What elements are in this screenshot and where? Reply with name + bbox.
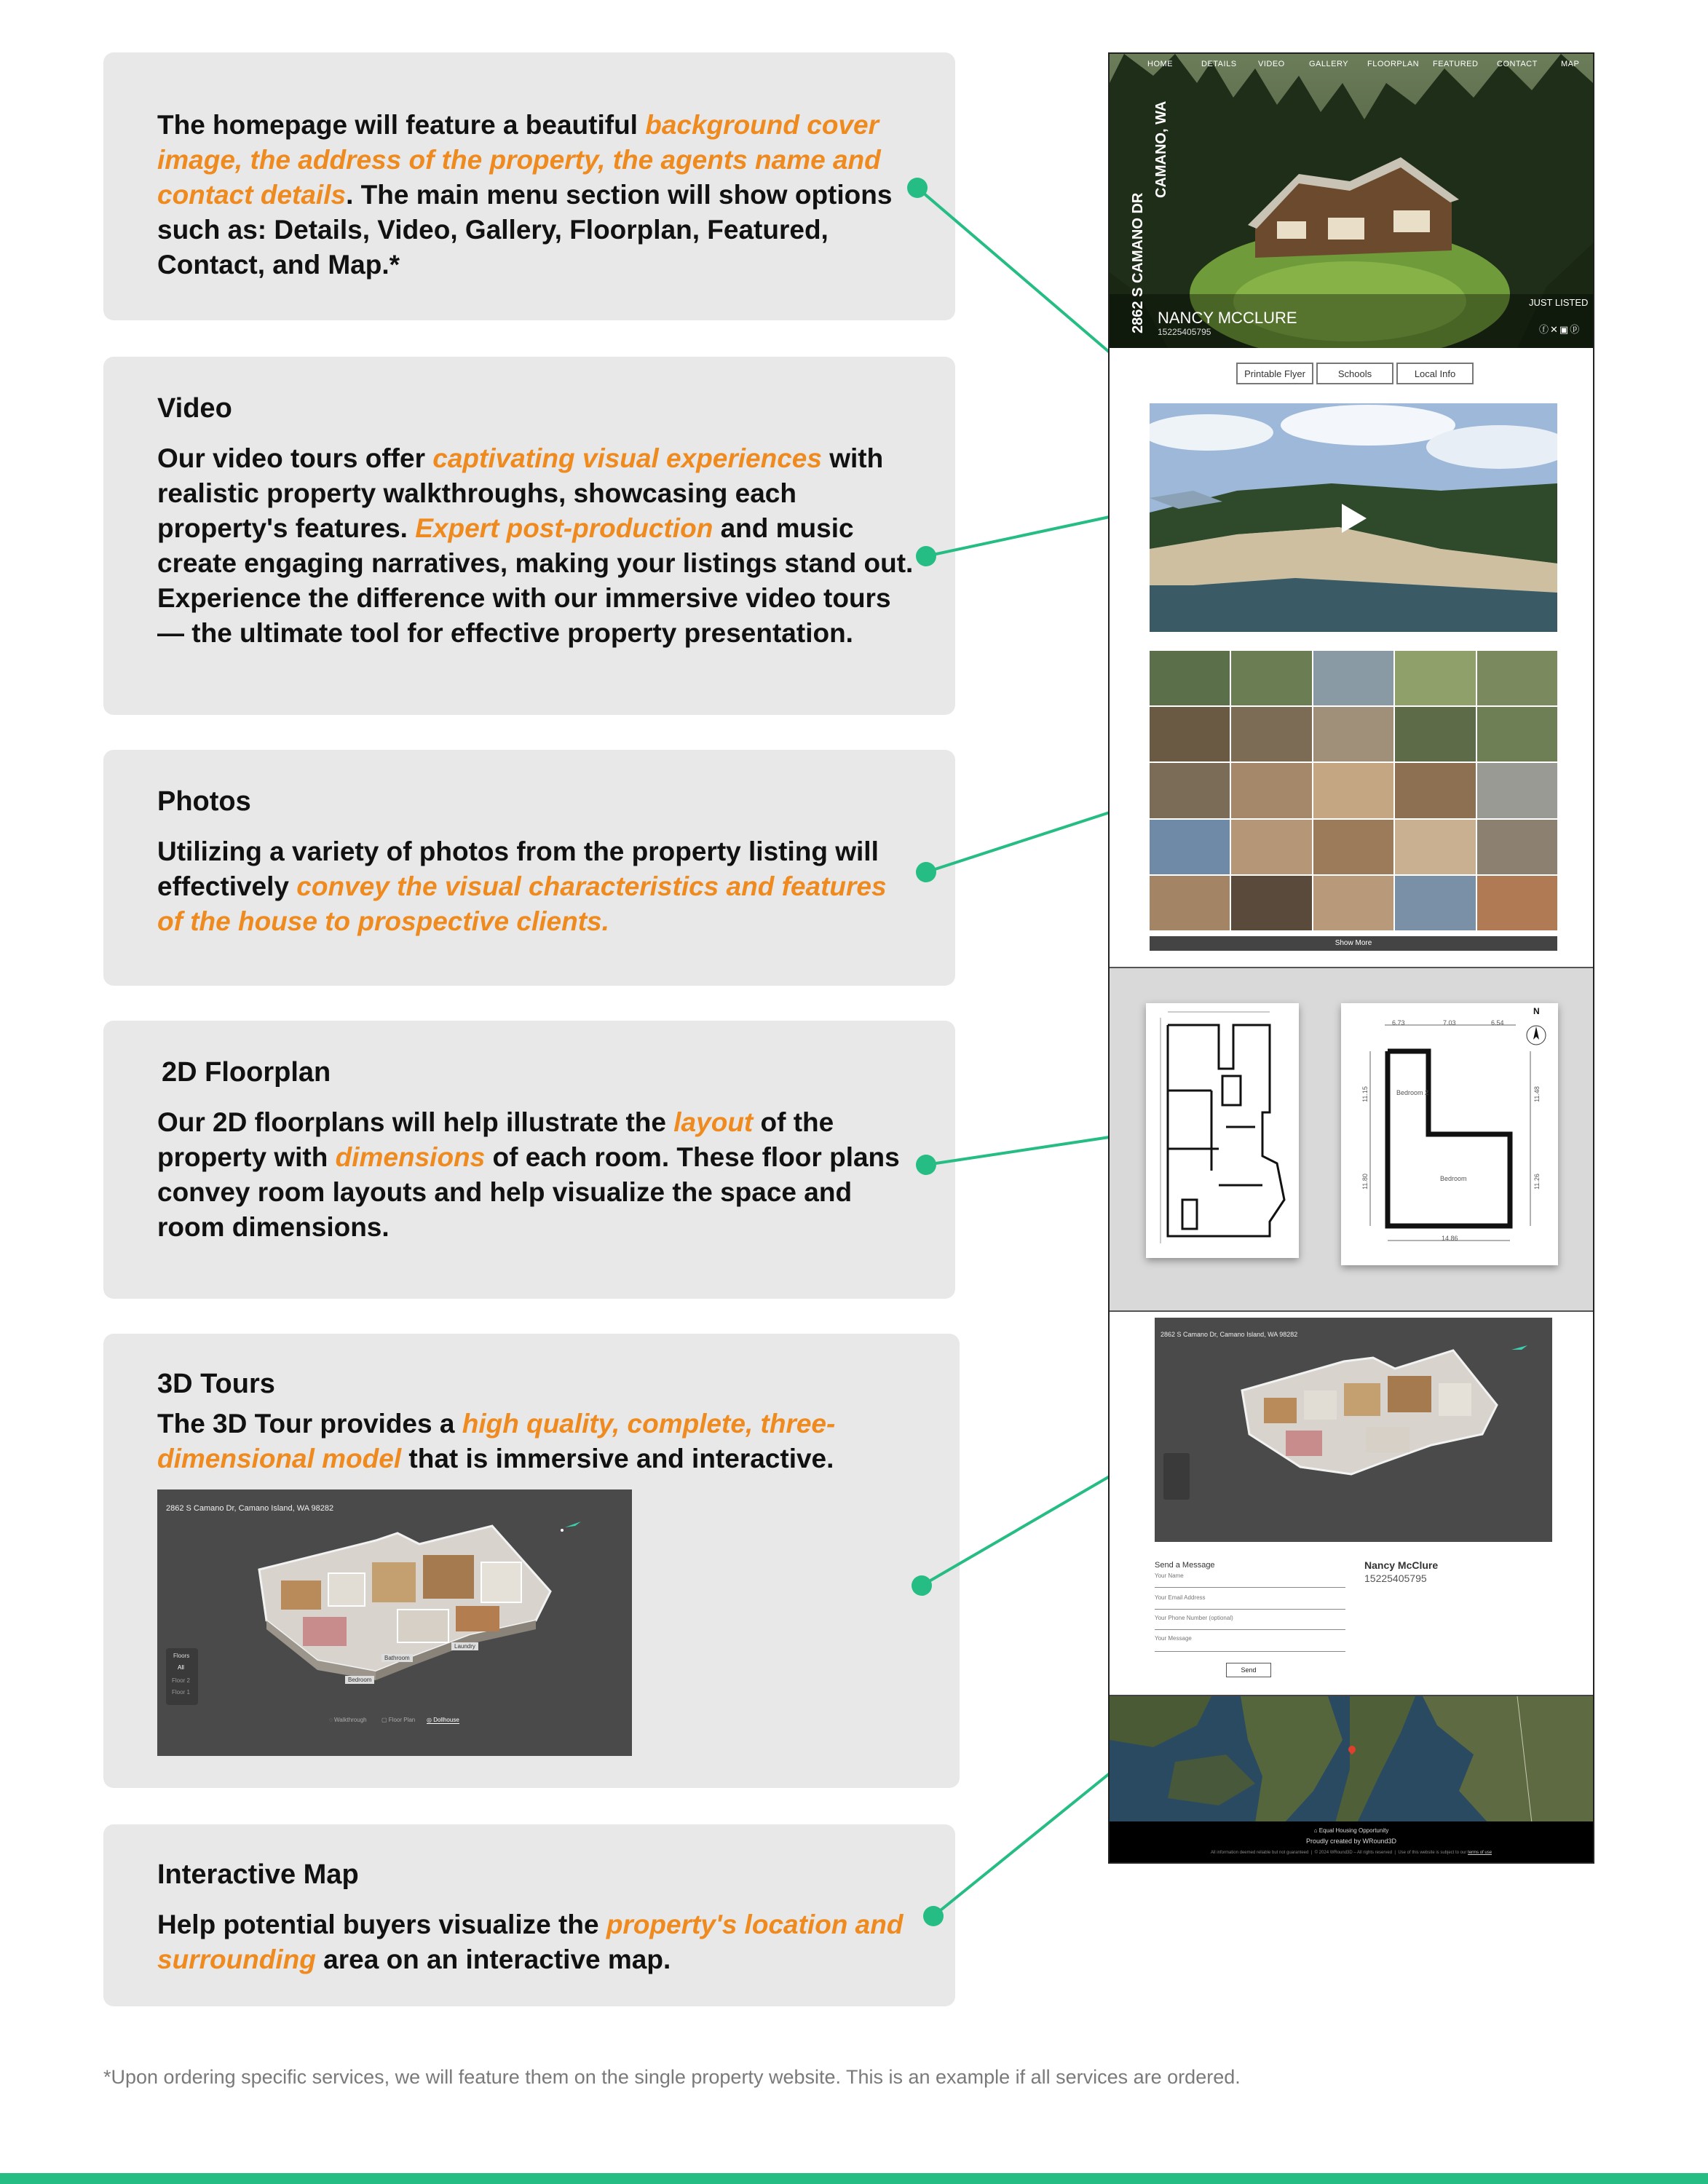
contact-agent-phone[interactable]: 15225405795 [1364, 1572, 1427, 1584]
card-map [103, 1824, 955, 2006]
agent-name: NANCY MCCLURE [1158, 309, 1297, 327]
terms-link[interactable]: terms of use [1468, 1851, 1492, 1855]
card-floorplan [103, 1021, 955, 1299]
printable-flyer-button[interactable]: Printable Flyer [1236, 363, 1313, 384]
contact-form-title: Send a Message [1155, 1561, 1215, 1570]
fp-dim-1: 6.73 [1392, 1019, 1405, 1026]
gallery-photo[interactable] [1231, 876, 1311, 930]
site-footer [1110, 1821, 1593, 1864]
floorplan-sheet-1[interactable] [1146, 1003, 1299, 1258]
gallery-photo[interactable] [1231, 707, 1311, 761]
fp-side-4: 11.26 [1533, 1174, 1541, 1190]
equal-housing: ⌂ Equal Housing Opportunity [1313, 1827, 1389, 1834]
floor-2[interactable]: Floor 2 [172, 1677, 190, 1684]
gallery-photo[interactable] [1231, 763, 1311, 818]
mode-walkthrough[interactable]: ◌ Walkthrough [329, 1717, 367, 1723]
nav-featured[interactable]: FEATURED [1433, 60, 1479, 68]
gallery-photo[interactable] [1150, 651, 1230, 705]
fp-bottom-dim: 14.86 [1442, 1235, 1458, 1242]
fp-side-1: 11.15 [1361, 1086, 1369, 1102]
social-icons [1539, 322, 1581, 336]
floors-panel[interactable] [166, 1648, 198, 1705]
tour-address: 2862 S Camano Dr, Camano Island, WA 98282 [166, 1504, 334, 1513]
fp-dim-2: 7.03 [1443, 1019, 1456, 1026]
pinterest-icon[interactable]: ⓟ [1570, 325, 1581, 336]
floorplan-title: 2D Floorplan [162, 1057, 331, 1088]
gallery-photo[interactable] [1231, 820, 1311, 874]
video-title: Video [157, 393, 232, 424]
mode-dollhouse[interactable]: ◎ Dollhouse [427, 1717, 459, 1723]
video-player[interactable] [1150, 403, 1557, 632]
facebook-icon[interactable]: ⓕ [1539, 325, 1551, 336]
gallery-photo[interactable] [1150, 707, 1230, 761]
card-3d-tours [103, 1334, 960, 1788]
footnote: *Upon ordering specific services, we will feature them on the single property website. This is an example if all services are ordered. [103, 2066, 1241, 2088]
floorplan-description: Our 2D floorplans will help illustrate the layout of the property with dimensions of each room. These floor plans convey room layouts and help visualize the space and room dimensions. [157, 1107, 900, 1242]
floorplan-drawing-1 [1146, 1003, 1299, 1258]
gallery-photo[interactable] [1150, 763, 1230, 818]
gallery-photo[interactable] [1150, 820, 1230, 874]
floors-label: Floors [173, 1653, 190, 1659]
email-field[interactable]: Your Email Address [1155, 1594, 1345, 1610]
nav-floorplan[interactable]: FLOORPLAN [1367, 60, 1420, 68]
agent-phone[interactable]: 15225405795 [1158, 327, 1211, 337]
fp-side-3: 11.48 [1533, 1086, 1541, 1102]
room-tag-laundry[interactable]: Laundry [451, 1642, 478, 1650]
floorplan-section [1110, 967, 1593, 1312]
gallery-photo[interactable] [1313, 876, 1393, 930]
house-icon: ⌂ [1313, 1827, 1318, 1834]
phone-field[interactable]: Your Phone Number (optional) [1155, 1615, 1345, 1630]
website-mockup [1108, 52, 1594, 1864]
gallery-photo[interactable] [1150, 876, 1230, 930]
gallery-photo[interactable] [1395, 651, 1475, 705]
mockup-dollhouse [1155, 1318, 1552, 1542]
mockup-tour-embed[interactable] [1155, 1318, 1552, 1542]
schools-button[interactable]: Schools [1316, 363, 1393, 384]
video-description: Our video tours offer captivating visual experiences with realistic property walkthroughs, showcasing each property's features. Expert post-production and music create engaging narratives, making your listings stand out. Experience the difference with our immersive video tours — the ultimate tool for effective property presentation. [157, 443, 914, 648]
linkedin-icon[interactable]: ▣ [1559, 325, 1570, 336]
name-field[interactable]: Your Name [1155, 1572, 1345, 1588]
connector-map [933, 1773, 1110, 1916]
local-info-button[interactable]: Local Info [1396, 363, 1474, 384]
map-description: Help potential buyers visualize the property's location and surrounding area on an interactive map. [157, 1910, 904, 1974]
floorplan-sheet-2[interactable] [1341, 1003, 1558, 1265]
gallery-photo[interactable] [1395, 707, 1475, 761]
card-photos [103, 750, 955, 986]
tour-embed[interactable] [157, 1489, 632, 1756]
hero-section [1110, 54, 1593, 348]
nav-contact[interactable]: CONTACT [1497, 60, 1538, 68]
nav-details[interactable]: DETAILS [1201, 60, 1237, 68]
photos-title: Photos [157, 786, 251, 817]
gallery-photo[interactable] [1477, 820, 1557, 874]
nav-gallery[interactable]: GALLERY [1309, 60, 1349, 68]
tours-title: 3D Tours [157, 1369, 275, 1399]
mode-floorplan[interactable]: ▢ Floor Plan [381, 1717, 416, 1723]
fp-side-2: 11.80 [1361, 1174, 1369, 1190]
photos-description: Utilizing a variety of photos from the property listing will effectively convey the visual characteristics and features of the house to prospective clients. [157, 836, 887, 936]
nav-map[interactable]: MAP [1561, 60, 1580, 68]
show-more-button[interactable]: Show More [1150, 936, 1557, 951]
main-menu [1110, 54, 1593, 71]
fp-dim-3: 6.54 [1491, 1019, 1504, 1026]
x-icon[interactable]: ✕ [1550, 325, 1559, 336]
homepage-description: The homepage will feature a beautiful background cover image, the address of the property, the agents name and contact details. The main menu section will show options such as: Details, Video, Gallery, Floorplan, Featured, Contact, and Map.* [157, 110, 893, 280]
fp-room-1: Bedroom 2 [1396, 1089, 1429, 1096]
floor-all[interactable]: All [178, 1664, 184, 1671]
contact-agent-name: Nancy McClure [1364, 1559, 1439, 1571]
gallery-photo[interactable] [1313, 763, 1393, 818]
gallery-photo[interactable] [1477, 876, 1557, 930]
footer-legal: All information deemed reliable but not guaranteed | © 2024 WRound3D – All rights reserved | Use of this website is subject to our terms of use [1210, 1851, 1492, 1855]
gallery-photo[interactable] [1395, 820, 1475, 874]
bottom-accent-bar [0, 2173, 1708, 2184]
play-icon[interactable] [1342, 504, 1367, 533]
send-button[interactable]: Send [1226, 1663, 1271, 1677]
gallery-photo[interactable] [1395, 763, 1475, 818]
room-tag-bathroom[interactable]: Bathroom [381, 1654, 413, 1662]
photo-gallery [1150, 651, 1557, 930]
gallery-photo[interactable] [1313, 820, 1393, 874]
gallery-photo[interactable] [1395, 876, 1475, 930]
floor-1[interactable]: Floor 1 [172, 1689, 190, 1696]
floorplan-drawing-2 [1341, 1003, 1558, 1265]
map-title: Interactive Map [157, 1859, 359, 1890]
nav-home[interactable]: HOME [1147, 60, 1173, 68]
just-listed-badge: JUST LISTED [1529, 297, 1589, 308]
mockup-tour-address: 2862 S Camano Dr, Camano Island, WA 98282 [1161, 1331, 1298, 1338]
satellite-map [1110, 1696, 1593, 1823]
gallery-photo[interactable] [1231, 651, 1311, 705]
nav-video[interactable]: VIDEO [1258, 60, 1285, 68]
interactive-map[interactable] [1110, 1695, 1593, 1823]
room-tag-bedroom[interactable]: Bedroom [345, 1676, 374, 1684]
property-street: 2862 S CAMANO DR [1130, 192, 1146, 333]
gallery-photo[interactable] [1313, 651, 1393, 705]
north-indicator: N [1533, 1006, 1540, 1016]
gallery-photo[interactable] [1477, 763, 1557, 818]
message-field[interactable]: Your Message [1155, 1635, 1345, 1652]
mockup-floors-panel[interactable] [1163, 1453, 1190, 1500]
hero-cover-image [1110, 54, 1593, 348]
footer-credit[interactable]: Proudly created by WRound3D [1305, 1837, 1397, 1845]
property-city: CAMANO, WA [1153, 100, 1169, 198]
card-homepage [103, 52, 955, 320]
fp-room-2: Bedroom [1440, 1175, 1467, 1182]
tours-description: The 3D Tour provides a high quality, complete, three-dimensional model that is immersive and interactive. [157, 1409, 836, 1473]
card-video [103, 357, 955, 715]
gallery-photo[interactable] [1313, 707, 1393, 761]
gallery-photo[interactable] [1477, 707, 1557, 761]
gallery-photo[interactable] [1477, 651, 1557, 705]
